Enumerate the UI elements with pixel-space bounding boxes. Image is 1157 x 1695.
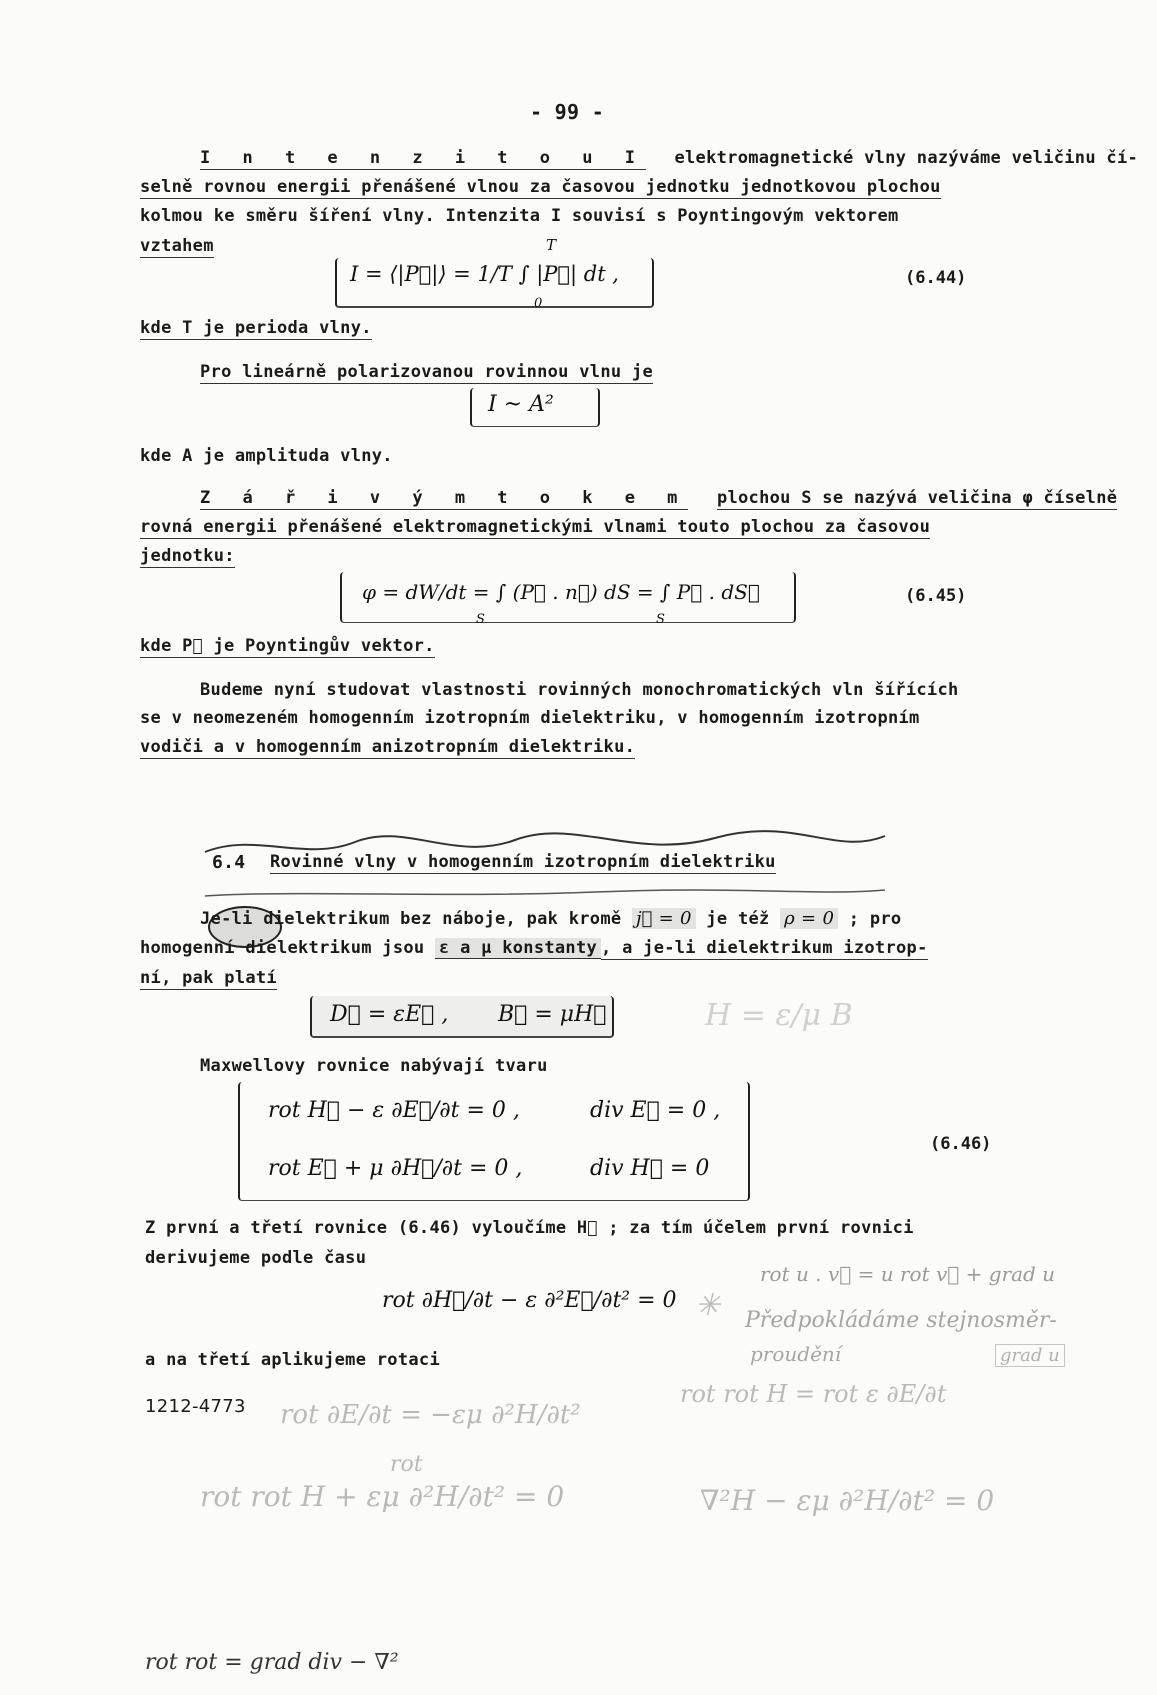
para4-line1-text: Je-li dielektrikum bez náboje, pak kromě bbox=[200, 909, 622, 929]
eq645-sub2: S bbox=[656, 612, 665, 627]
para2-line2: rovná energii přenášené elektromagnetickými vlnami touto plochou za časovou bbox=[140, 517, 931, 537]
para3-line3: vodiči a v homogenním anizotropním dielektriku. bbox=[140, 737, 636, 757]
para4-line1-end: ; pro bbox=[848, 909, 902, 929]
pro-linearne: Pro lineárně polarizovanou rovinnou vlnu je bbox=[200, 362, 653, 382]
para4-line3: ní, pak platí bbox=[140, 968, 277, 988]
para4-line2-b: , a je-li dielektrikum izotrop- bbox=[601, 938, 928, 958]
note-proudeni: proudění bbox=[750, 1342, 842, 1366]
section-number: 6.4 bbox=[212, 852, 246, 873]
eps-mu-constants: ε a μ konstanty bbox=[435, 938, 601, 959]
para2-line3: jednotku: bbox=[140, 546, 235, 566]
para2-line1-rest: plochou S se nazývá veličina φ číselně bbox=[716, 488, 1118, 508]
eq645-number: (6.45) bbox=[905, 586, 967, 606]
section-title: Rovinné vlny v homogenním izotropním dielektriku bbox=[270, 852, 776, 872]
note-grad-u: grad u bbox=[995, 1344, 1065, 1367]
note-rot-de-dt: rot ∂E/∂t = −εμ ∂²H/∂t² bbox=[280, 1400, 581, 1430]
para1-line1-rest: elektromagnetické vlny nazýváme veličinu čí- bbox=[674, 148, 1139, 168]
para4-line1-mid: je též bbox=[706, 909, 770, 929]
kde-p: kde P⃗ je Poyntingův vektor. bbox=[140, 636, 435, 656]
rot-third: a na třetí aplikujeme rotaci bbox=[145, 1350, 440, 1370]
note-predpokladame: Předpokládáme stejnosměr- bbox=[745, 1308, 1057, 1333]
eq-amp: I ~ A² bbox=[488, 392, 554, 417]
para4-line2-a: homogenní dielektrikum jsou bbox=[140, 938, 425, 958]
eq645-sub1: S bbox=[476, 612, 485, 627]
note-h-eps-b: H = ε/μ B bbox=[705, 998, 853, 1033]
document-code: 1212-4773 bbox=[145, 1396, 246, 1417]
para5-line2: derivujeme podle času bbox=[145, 1248, 367, 1268]
note-rot-product: rot u . v⃗ = u rot v⃗ + grad u bbox=[760, 1262, 1056, 1286]
note-wave-eq: rot rot H + εμ ∂²H/∂t² = 0 bbox=[200, 1480, 565, 1513]
kde-a: kde A je amplituda vlny. bbox=[140, 446, 393, 466]
note-rot-rot-identity: rot rot = grad div − ∇² bbox=[145, 1650, 399, 1675]
eq646-number: (6.46) bbox=[930, 1134, 992, 1154]
eq-deriv: rot ∂H⃗/∂t − ε ∂²E⃗/∂t² = 0 bbox=[382, 1288, 677, 1313]
para2-line1 bbox=[200, 488, 1117, 508]
note-rot-rot-h: rot rot H = rot ε ∂E/∂t bbox=[680, 1380, 947, 1408]
asterisk-icon: ✳ bbox=[695, 1288, 721, 1323]
intenzita-term: I n t e n z i t o u I bbox=[200, 148, 646, 168]
eq646-row2-div: div H⃗ = 0 bbox=[590, 1156, 710, 1181]
eq-const-d: D⃗ = εE⃗ , bbox=[330, 1002, 449, 1027]
eq646-row2-rot: rot E⃗ + μ ∂H⃗/∂t = 0 , bbox=[268, 1156, 523, 1181]
eq646-row1-rot: rot H⃗ − ε ∂E⃗/∂t = 0 , bbox=[268, 1098, 520, 1123]
para1-line4: vztahem bbox=[140, 236, 214, 256]
para4-line1 bbox=[200, 908, 901, 929]
para5-line1: Z první a třetí rovnice (6.46) vyloučíme H⃗ ; za tím účelem první rovnici bbox=[145, 1218, 914, 1238]
page-number: - 99 - bbox=[530, 100, 605, 124]
para4-line2 bbox=[140, 938, 928, 958]
eq644-upper-limit: T bbox=[546, 236, 557, 254]
para1-line3: kolmou ke směru šíření vlny. Intenzita I souvisí s Poyntingovým vektorem bbox=[140, 206, 899, 226]
zarivy-tok-term: Z á ř i v ý m t o k e m bbox=[200, 488, 689, 508]
para1-line2: selně rovnou energii přenášené vlnou za časovou jednotku jednotkovou plochou bbox=[140, 177, 941, 197]
para3-line1: Budeme nyní studovat vlastnosti rovinných monochromatických vln šířících bbox=[200, 680, 959, 700]
rho-equals-zero: ρ = 0 bbox=[780, 908, 838, 929]
eq646-row1-div: div E⃗ = 0 , bbox=[590, 1098, 721, 1123]
para1-line1 bbox=[200, 148, 1138, 168]
eq-const-b: B⃗ = μH⃗ bbox=[498, 1002, 607, 1027]
note-rot: rot bbox=[390, 1452, 423, 1477]
eq644-lower-limit: 0 bbox=[534, 296, 543, 311]
kde-t: kde T je perioda vlny. bbox=[140, 318, 372, 338]
eq644-number: (6.44) bbox=[905, 268, 967, 288]
para3-line2: se v neomezeném homogenním izotropním dielektriku, v homogenním izotropním bbox=[140, 708, 920, 728]
note-laplace-eq: ∇²H − εμ ∂²H/∂t² = 0 bbox=[700, 1484, 995, 1517]
maxwell-intro: Maxwellovy rovnice nabývají tvaru bbox=[200, 1056, 548, 1076]
j-equals-zero: j⃗ = 0 bbox=[632, 908, 696, 929]
eq644-formula: I = ⟨|P⃗|⟩ = 1/T ∫ |P⃗| dt , bbox=[350, 262, 619, 286]
eq645-formula: φ = dW/dt = ∫ (P⃗ . n⃗) dS = ∫ P⃗ . dS⃗ bbox=[362, 580, 760, 604]
